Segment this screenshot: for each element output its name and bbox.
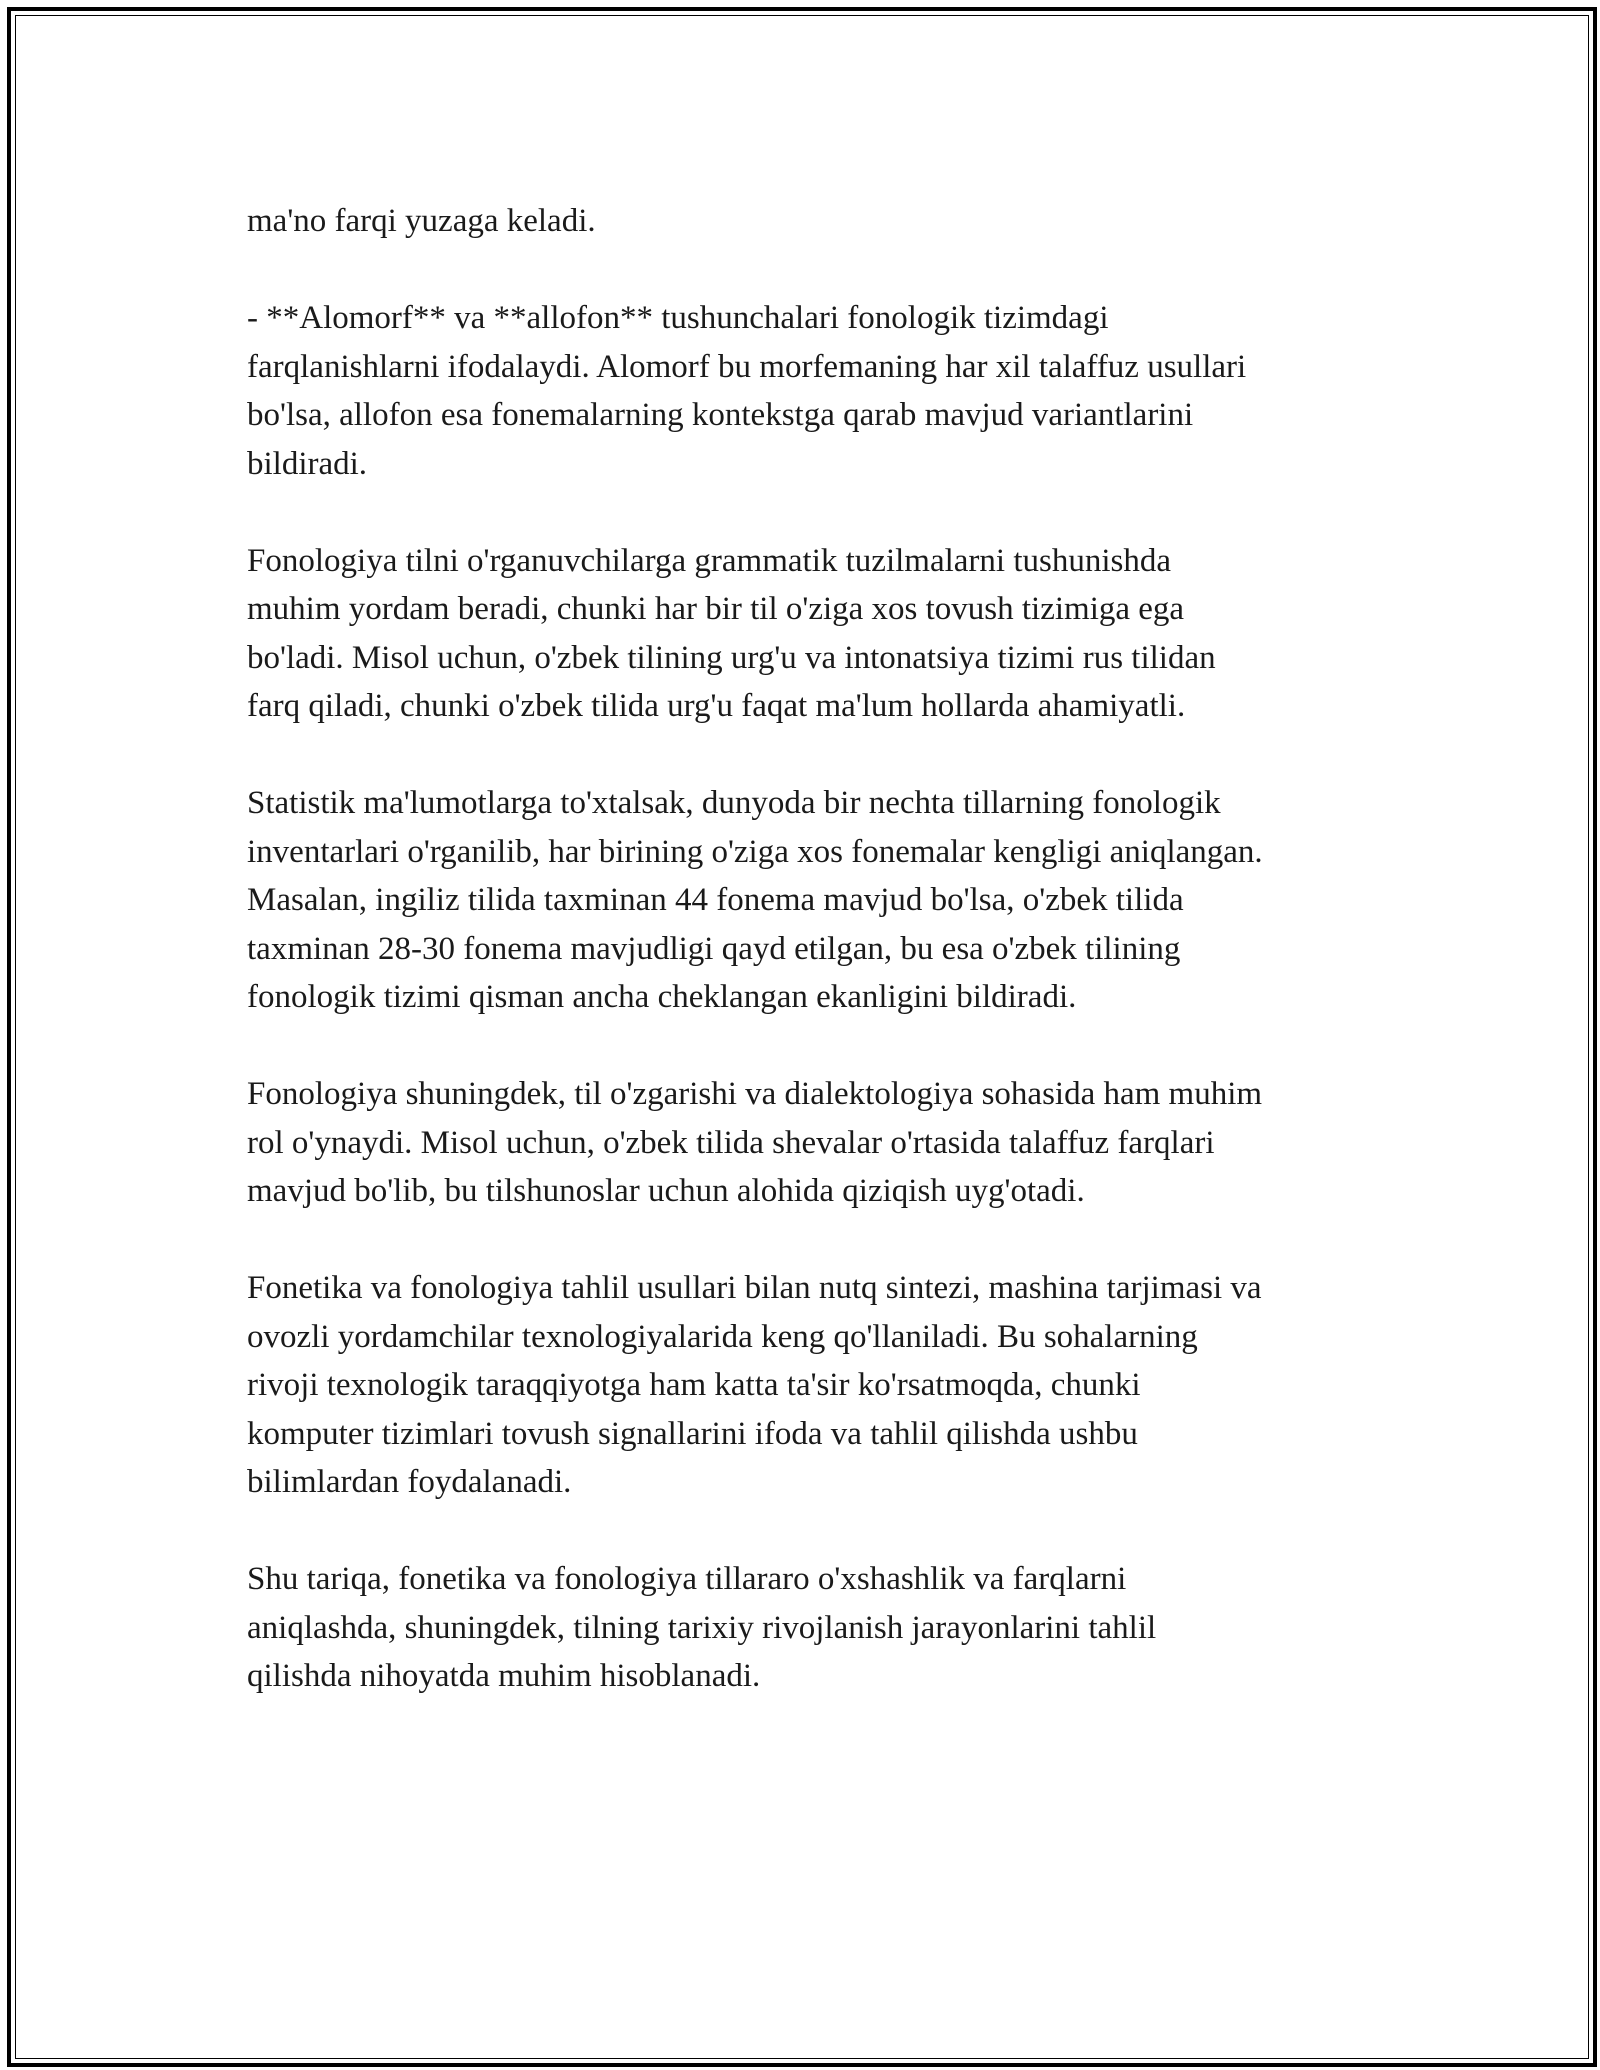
text-line: rivoji texnologik taraqqiyotga ham katta ta'sir ko'rsatmoqda, chunki — [247, 1367, 1141, 1403]
text-line: bilimlardan foydalanadi. — [247, 1464, 572, 1500]
text-line: bo'ladi. Misol uchun, o'zbek tilining urg'u va intonatsiya tizimi rus tilidan — [247, 639, 1216, 676]
text-line: fonologik tizimi qisman ancha cheklangan ekanligini bildiradi. — [247, 979, 1077, 1015]
text-line: aniqlashda, shuningdek, tilning tarixiy rivojlanish jarayonlarini tahlil — [247, 1609, 1157, 1646]
text-line: - **Alomorf** va **allofon** tushunchalari fonologik tizimdagi — [247, 300, 1109, 336]
text-line: inventarlari o'rganilib, har birining o'ziga xos fonemalar kengligi aniqlangan. — [247, 833, 1263, 870]
text-line: Fonologiya tilni o'rganuvchilarga grammatik tuzilmalarni tushunishda — [247, 542, 1171, 579]
text-line: Fonologiya shuningdek, til o'zgarishi va dialektologiya sohasida ham muhim — [247, 1076, 1263, 1112]
text-line: Statistik ma'lumotlarga to'xtalsak, dunyoda bir nechta tillarning fonologik — [247, 785, 1221, 821]
text-line: bildiradi. — [247, 445, 368, 482]
text-line: Fonetika va fonologiya tahlil usullari bilan nutq sintezi, mashina tarjimasi va — [247, 1270, 1262, 1306]
text-line: rol o'ynaydi. Misol uchun, o'zbek tilida shevalar o'rtasida talaffuz farqlari — [247, 1124, 1215, 1161]
page-border — [7, 7, 1597, 2067]
text-line: ovozli yordamchilar texnologiyalarida keng qo'llaniladi. Bu sohalarning — [247, 1318, 1198, 1355]
paragraph-fonologiya-grammar — [247, 537, 1387, 731]
text-line: bo'lsa, allofon esa fonemalarning kontekstga qarab mavjud variantlarini — [247, 397, 1194, 433]
paragraph-dialectology — [247, 1070, 1387, 1216]
text-line: mavjud bo'lib, bu tilshunoslar uchun alohida qiziqish uyg'otadi. — [247, 1173, 1085, 1209]
text-line: qilishda nihoyatda muhim hisoblanadi. — [247, 1658, 761, 1694]
document-body — [247, 197, 1387, 1749]
text-line: muhim yordam beradi, chunki har bir til o'ziga xos tovush tizimiga ega — [247, 591, 1185, 627]
text-line: farqlanishlarni ifodalaydi. Alomorf bu morfemaning har xil talaffuz usullari — [247, 348, 1247, 385]
text-line: Shu tariqa, fonetika va fonologiya tillararo o'xshashlik va farqlarni — [247, 1561, 1127, 1597]
paragraph-statistics — [247, 779, 1387, 1022]
text-line: ma'no farqi yuzaga keladi. — [247, 203, 596, 239]
text-line: Masalan, ingiliz tilida taxminan 44 fonema mavjud bo'lsa, o'zbek tilida — [247, 882, 1184, 918]
text-line: komputer tizimlari tovush signallarini ifoda va tahlil qilishda ushbu — [247, 1415, 1138, 1452]
paragraph-technology — [247, 1264, 1387, 1507]
text-line: farq qiladi, chunki o'zbek tilida urg'u faqat ma'lum hollarda ahamiyatli. — [247, 688, 1186, 724]
text-line: taxminan 28-30 fonema mavjudligi qayd etilgan, bu esa o'zbek tilining — [247, 930, 1181, 967]
paragraph-conclusion — [247, 1555, 1387, 1701]
paragraph-continuation — [247, 197, 1387, 246]
paragraph-alomorf-allofon — [247, 294, 1387, 488]
